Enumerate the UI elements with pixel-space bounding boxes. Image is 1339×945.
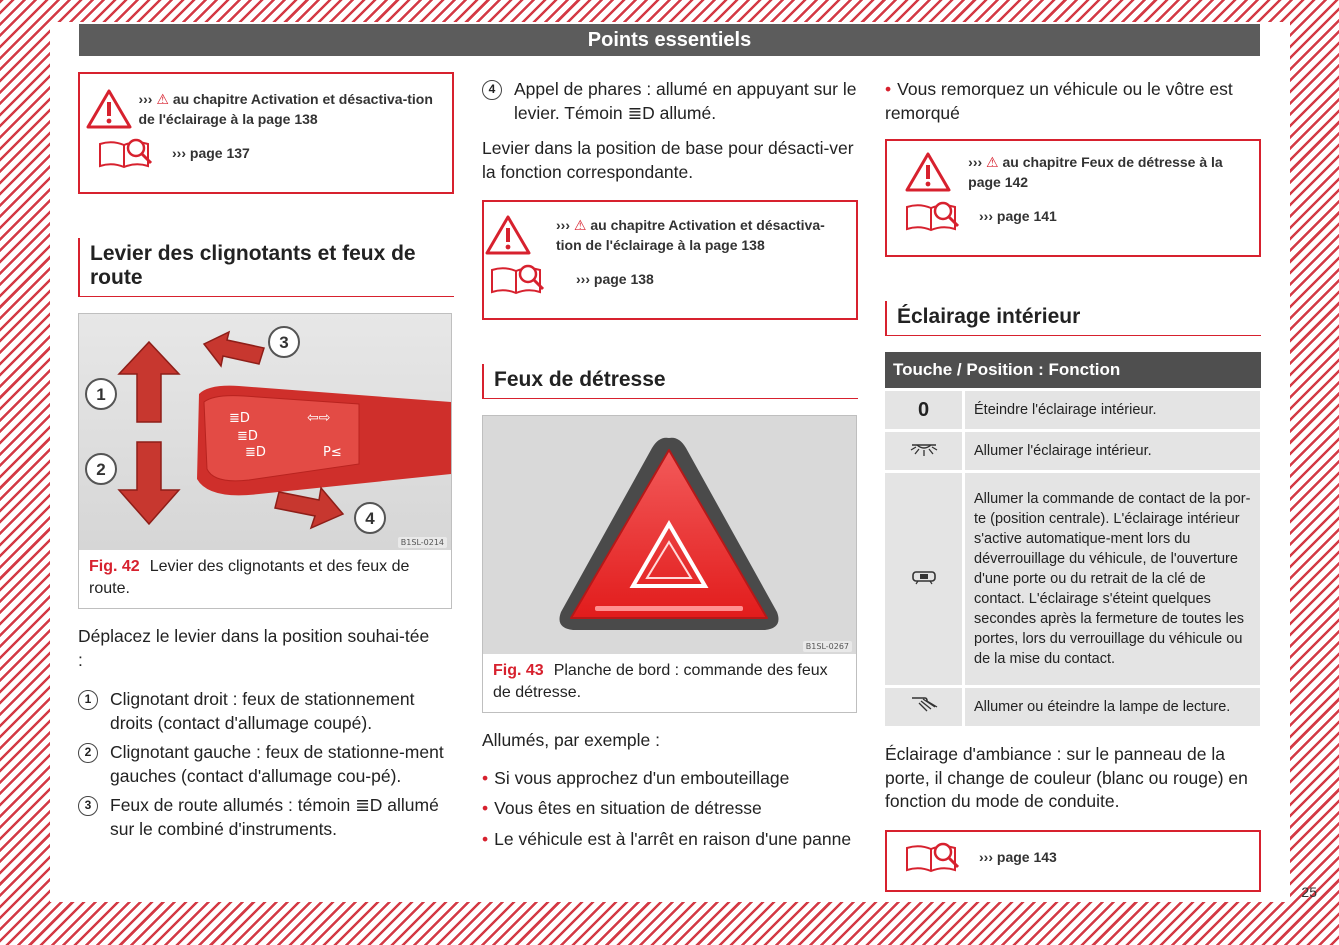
table-row [885, 391, 1260, 429]
warning-triangle-icon [484, 214, 532, 256]
chevrons: ››› [979, 848, 993, 865]
intro-text: Déplacez le levier dans la position souhai-tée : [78, 626, 430, 670]
callout-2-label: 2 [96, 460, 106, 479]
figure-code: B1SL-0267 [803, 641, 852, 652]
paragraph: Levier dans la position de base pour désacti-ver la fonction correspondante. [482, 138, 854, 182]
caption-text: Planche de bord : commande des feux de détresse. [493, 662, 828, 701]
row-text: Allumer ou éteindre la lampe de lecture. [965, 688, 1260, 726]
numbered-list [78, 688, 454, 841]
chevrons: ››› [172, 145, 186, 161]
figure-caption [483, 654, 856, 712]
chevrons: ››› [979, 208, 993, 224]
section-title: Levier des clignotants et feux de route [78, 238, 454, 297]
header-title: Points essentiels [587, 29, 752, 51]
item-text: Clignotant droit : feux de stationnement droits (contact d'allumage coupé). [110, 689, 415, 733]
stalk-illustration [79, 314, 451, 550]
table-row [885, 688, 1260, 726]
callout-2 [86, 454, 116, 484]
door-contact-icon [885, 473, 965, 685]
page-header [79, 24, 1260, 56]
callout-1-label: 1 [96, 385, 106, 404]
intro-text: Allumés, par exemple : [482, 730, 660, 750]
interior-light-on-icon [885, 432, 965, 470]
column-1 [78, 72, 454, 847]
item-text: Vous êtes en situation de détresse [494, 798, 762, 818]
item-number: 4 [482, 80, 502, 100]
callout-4-label: 4 [365, 509, 375, 528]
chevrons: ››› [138, 91, 153, 107]
row-text: Allumer l'éclairage intérieur. [965, 432, 1260, 470]
list-item: • Le véhicule est à l'arrêt en raison d'une panne [482, 828, 852, 849]
chevrons: ››› [968, 154, 983, 170]
warning-box [885, 139, 1261, 257]
list-item [482, 78, 858, 125]
warning-text: au chapitre Activation et désactiva-tion de l'éclairage à la page 138 [556, 217, 825, 253]
reading-lamp-icon [885, 688, 965, 726]
ambiance-text: Éclairage d'ambiance : sur le panneau de la porte, il change de couleur (blanc ou rouge) en fonction du mode de conduite. [885, 744, 1248, 811]
figure-caption [79, 550, 451, 608]
row-text: Allumer la commande de contact de la por-te (position centrale). L'éclairage intérieur s'active automatique-ment lors du déverrouillage du véhicule, de l'ouverture d'une porte ou du retrait de la clé de contact. L'éclairage s'éteint quelques secondes après la fermeture de toutes les portes, lors du verrouillage du véhicule ou de la mise du contact. [965, 473, 1260, 685]
item-number: 2 [78, 743, 98, 763]
warning-triangle-icon [887, 151, 968, 193]
caption-text: Levier des clignotants et des feux de route. [89, 558, 410, 597]
item-number: 1 [78, 690, 98, 710]
list-item [78, 741, 454, 788]
warning-box [482, 200, 858, 320]
small-warning-icon: ⚠ [986, 154, 999, 170]
page-ref-link[interactable]: page 143 [996, 848, 1057, 865]
page-ref-link[interactable]: page 137 [189, 145, 250, 161]
stalk-symbol: ≣D [237, 429, 258, 444]
warning-text: au chapitre Activation et désactiva-tion de l'éclairage à la page 138 [138, 91, 433, 127]
book-magnifier-icon [887, 199, 979, 233]
stalk-symbol: ≣D [245, 445, 266, 460]
section-title: Feux de détresse [482, 364, 858, 399]
warning-box [78, 72, 454, 194]
stalk-symbol: P≤ [323, 445, 342, 460]
section-title: Éclairage intérieur [885, 301, 1261, 336]
book-magnifier-icon [887, 840, 979, 874]
item-text: Si vous approchez d'un embouteillage [494, 767, 790, 788]
callout-4 [355, 503, 385, 533]
book-magnifier-icon [484, 262, 552, 296]
page-ref-link[interactable]: page 141 [996, 208, 1057, 224]
callout-3 [269, 327, 299, 357]
book-magnifier-icon [80, 136, 172, 170]
stalk-symbol: ⇦⇨ [307, 410, 331, 426]
interior-light-table [885, 352, 1261, 729]
column-3 [885, 72, 1261, 892]
page-ref-link[interactable]: page 138 [593, 271, 654, 287]
list-item: • Vous êtes en situation de détresse [482, 798, 762, 818]
small-warning-icon: ⚠ [156, 91, 169, 107]
list-item [78, 794, 454, 841]
table-header: Touche / Position : Fonction [885, 352, 1261, 388]
warning-text: au chapitre Feux de détresse à la page 142 [968, 154, 1223, 190]
figure-43 [482, 415, 857, 713]
table-row [885, 473, 1260, 685]
key-off: 0 [885, 391, 965, 429]
item-text: Vous remorquez un véhicule ou le vôtre est remorqué [885, 79, 1233, 123]
list-item: • Vous remorquez un véhicule ou le vôtre est remorqué [885, 79, 1233, 123]
callout-3-label: 3 [279, 333, 289, 352]
figure-code: B1SL-0214 [398, 537, 447, 548]
hazard-button-illustration [483, 416, 856, 654]
item-text: Clignotant gauche : feux de stationne-ment gauches (contact d'allumage cou-pé). [110, 742, 444, 786]
list-item: • Si vous approchez d'un embouteillage [482, 767, 790, 788]
bullet-list [482, 767, 858, 852]
figure-42 [78, 313, 452, 609]
column-2 [482, 72, 858, 858]
chevrons: ››› [576, 271, 590, 287]
item-number: 3 [78, 796, 98, 816]
item-text: Feux de route allumés : témoin ≣D allumé sur le combiné d'instruments. [110, 795, 439, 839]
table-row [885, 432, 1260, 470]
item-text: Appel de phares : allumé en appuyant sur le levier. Témoin ≣D allumé. [514, 79, 857, 123]
list-item [78, 688, 454, 735]
page-ref-box [885, 830, 1261, 892]
item-text: Le véhicule est à l'arrêt en raison d'une panne [494, 828, 852, 849]
page-number: 25 [1301, 884, 1317, 900]
figure-number: Fig. 42 [89, 558, 140, 575]
chevrons: ››› [556, 217, 570, 233]
figure-number: Fig. 43 [493, 662, 544, 679]
stalk-symbol: ≣D [229, 411, 250, 426]
warning-triangle-icon [80, 88, 138, 130]
row-text: Éteindre l'éclairage intérieur. [965, 391, 1260, 429]
callout-1 [86, 379, 116, 409]
small-warning-icon: ⚠ [573, 217, 587, 233]
